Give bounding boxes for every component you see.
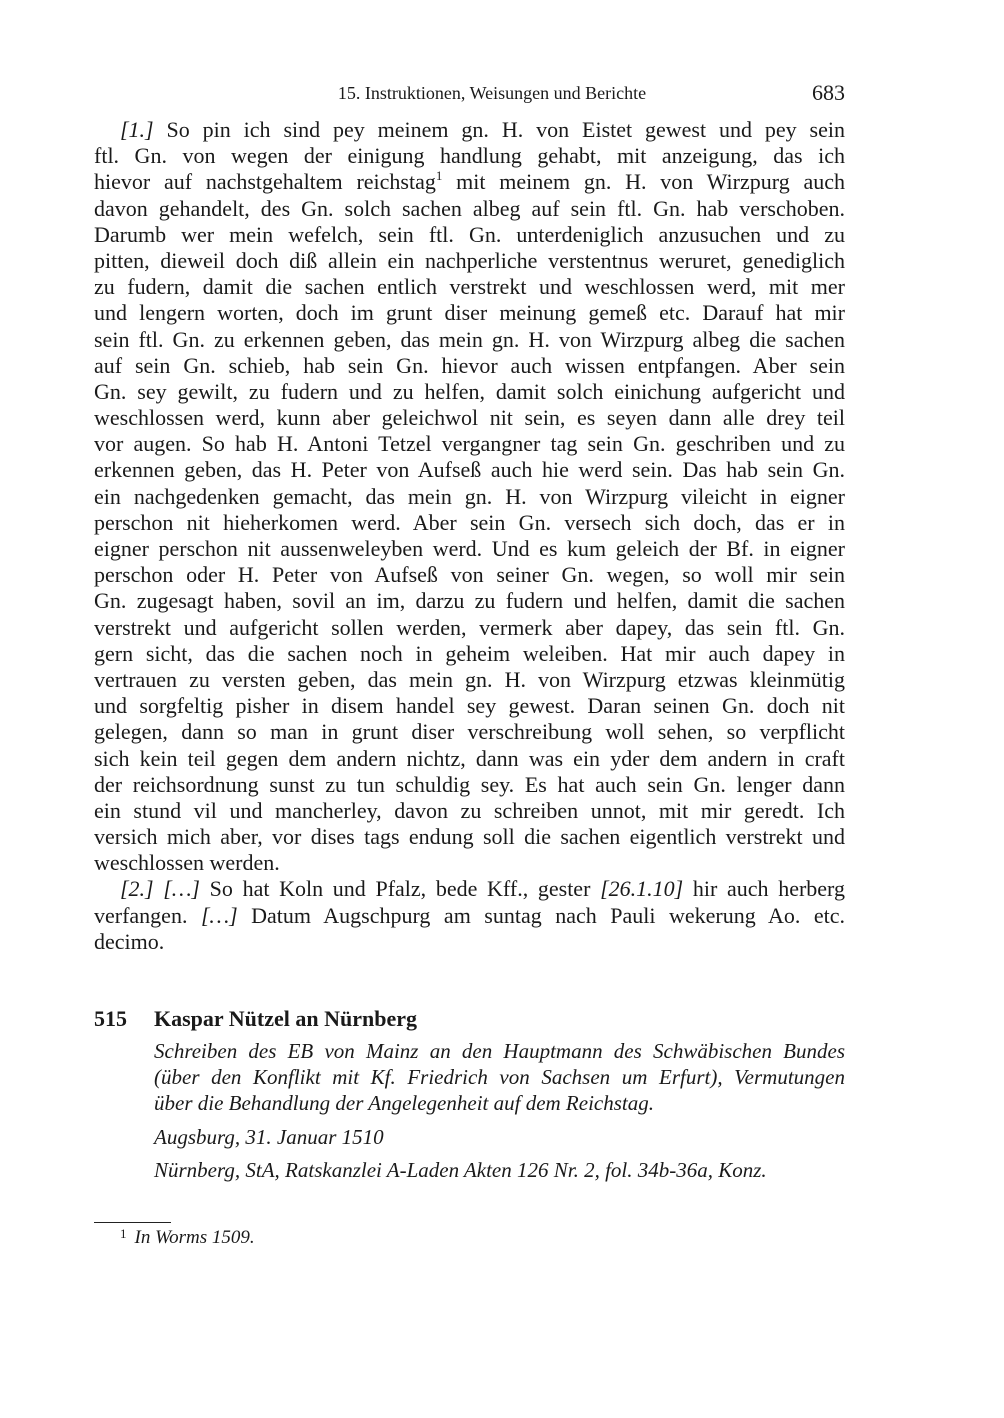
text-line xyxy=(94,798,845,824)
document-body xyxy=(94,117,845,955)
text-segment: So pin ich sind pey meinem gn. H. von Eistet gewest und pey sein xyxy=(153,117,845,142)
text-segment: ein stund vil und mancherley, davon zu schreiben unnot, mit mir geredt. Ich xyxy=(94,797,845,823)
text-segment: perschon oder H. Peter von Aufseß von seiner Gn. wegen, so woll mir sein xyxy=(94,562,845,588)
summary-line: über die Behandlung der Angelegenheit auf dem Reichstag. xyxy=(154,1091,654,1116)
text-line xyxy=(94,353,845,379)
text-line xyxy=(94,379,845,405)
footnote-rule xyxy=(94,1222,171,1223)
footnote-reference[interactable]: 1 xyxy=(435,168,443,184)
entry-place-date: Augsburg, 31. Januar 1510 xyxy=(154,1125,384,1149)
text-segment: vertrauen zu versten geben, das mein gn. H. von Wirzpurg etzwas kleinmütig xyxy=(94,666,845,692)
text-segment: pitten, dieweil doch diß allein ein nachperliche verstentnus weruret, genediglich xyxy=(94,247,845,273)
text-segment: weschlossen werden. xyxy=(94,850,280,876)
text-line xyxy=(94,615,845,641)
text-line xyxy=(94,222,845,248)
text-segment: [2.] […] xyxy=(120,876,200,902)
text-line xyxy=(94,196,845,222)
text-segment: vor augen. So hab H. Antoni Tetzel vergangner tag sein Gn. geschriben und zu xyxy=(94,431,845,457)
text-segment: Darumb wer mein wefelch, sein ftl. Gn. unterdeniglich anzusuchen und zu xyxy=(94,221,845,247)
text-line xyxy=(94,143,845,169)
text-segment: davon gehandelt, des Gn. solch sachen albeg auf sein ftl. Gn. hab verschoben. xyxy=(94,195,845,221)
running-head xyxy=(94,80,845,106)
text-segment: auf sein Gn. schieb, hab sein Gn. hievor auch wissen entpfangen. Aber sein xyxy=(94,352,845,378)
text-line xyxy=(94,274,845,300)
text-line xyxy=(94,431,845,457)
summary-line: Schreiben des EB von Mainz an den Hauptmann des Schwäbischen Bundes xyxy=(154,1039,845,1063)
text-segment: ftl. Gn. von wegen der einigung handlung gehabt, mit anzeigung, das ich xyxy=(94,143,845,169)
text-line xyxy=(94,746,845,772)
text-segment: perschon nit hieherkomen werd. Aber sein Gn. versech sich doch, das er in xyxy=(94,509,845,535)
text-segment: der reichsordnung sunst zu tun schuldig sey. Es hat auch sein Gn. lenger dann xyxy=(94,771,845,797)
text-line xyxy=(94,510,845,536)
text-segment: weschlossen werd, kunn aber geleichwol nit sein, es seyen dann alle drey teil xyxy=(94,405,845,431)
text-line xyxy=(94,876,845,902)
text-line xyxy=(94,903,845,929)
footnote-text: In Worms 1509. xyxy=(134,1227,255,1248)
entry-summary xyxy=(154,1038,845,1117)
text-line xyxy=(94,693,845,719)
entry-title: Kaspar Nützel an Nürnberg xyxy=(154,1006,417,1031)
text-segment: verstrekt und aufgericht sollen werden, vermerk aber dapey, das sein ftl. Gn. xyxy=(94,614,845,640)
text-line xyxy=(94,562,845,588)
footnote xyxy=(120,1227,255,1249)
text-segment: verfangen. xyxy=(94,902,201,928)
text-segment: gern sicht, das die sachen noch in geheim weleiben. Hat mir auch dapey in xyxy=(94,640,845,666)
running-title: 15. Instruktionen, Weisungen und Berichte xyxy=(337,83,647,103)
text-line xyxy=(94,641,845,667)
text-segment: So hat Koln und Pfalz, bede Kff., gester xyxy=(199,876,601,902)
text-line xyxy=(94,772,845,798)
text-line xyxy=(94,405,845,431)
text-segment: Gn. zugesagt haben, sovil an im, darzu zu fudern und helfen, damit die sachen xyxy=(94,588,845,614)
text-segment: sich kein teil gegen dem andern nichtz, dann was ein yder dem andern in craft xyxy=(94,745,845,771)
text-segment: Datum Augschpurg am suntag nach Pauli wekerung Ao. etc. xyxy=(237,902,846,928)
text-segment: hir auch herberg xyxy=(683,876,845,902)
text-line xyxy=(94,457,845,483)
text-line xyxy=(94,300,845,326)
entry-heading xyxy=(94,1006,417,1032)
text-segment: [26.1.10] xyxy=(600,876,684,902)
text-line xyxy=(94,824,845,850)
text-line xyxy=(94,588,845,614)
text-line xyxy=(94,169,845,195)
summary-line: (über den Konflikt mit Kf. Friedrich von Sachsen um Erfurt), Vermutungen xyxy=(154,1065,845,1090)
text-line xyxy=(94,929,845,955)
text-line xyxy=(94,248,845,274)
text-line xyxy=(94,536,845,562)
page-number: 683 xyxy=(812,80,845,105)
text-segment: hievor auf nachstgehaltem reichstag xyxy=(94,169,436,195)
text-line xyxy=(94,117,845,143)
text-segment: erkennen geben, das H. Peter von Aufseß auch hie werd sein. Das hab sein Gn. xyxy=(94,457,845,483)
text-segment: eigner perschon nit aussenweleyben werd. Und es kum geleich der Bf. in eigner xyxy=(94,536,845,561)
text-segment: sein ftl. Gn. zu erkennen geben, das mein gn. H. von Wirzpurg albeg die sachen xyxy=(94,326,845,352)
text-segment: und lengern worten, doch im grunt diser meinung gemeß etc. Darauf hat mir xyxy=(94,300,845,326)
text-segment: [1.] xyxy=(120,117,154,142)
footnote-marker: 1 xyxy=(120,1226,127,1241)
entry-number: 515 xyxy=(94,1006,127,1031)
text-segment: Gn. sey gewilt, zu fudern und zu helfen, damit solch einichung aufgericht und xyxy=(94,378,845,404)
text-line xyxy=(94,484,845,510)
text-segment: und sorgfeltig pisher in disem handel sey gewest. Daran seinen Gn. doch nit xyxy=(94,693,845,719)
text-segment: decimo. xyxy=(94,928,165,954)
text-line xyxy=(94,667,845,693)
text-line xyxy=(94,850,845,876)
entry-source: Nürnberg, StA, Ratskanzlei A-Laden Akten 126 Nr. 2, fol. 34b-36a, Konz. xyxy=(154,1158,767,1182)
text-segment: gelegen, dann so man in grunt diser verschreibung woll sehen, so verpflicht xyxy=(94,719,845,745)
text-line xyxy=(94,327,845,353)
text-segment: zu fudern, damit die sachen entlich verstrekt und weschlossen werd, mit mer xyxy=(94,274,845,300)
text-segment: […] xyxy=(200,902,238,928)
text-segment: mit meinem gn. H. von Wirzpurg auch xyxy=(442,169,845,195)
text-line xyxy=(94,719,845,745)
text-segment: ein nachgedenken gemacht, das mein gn. H. von Wirzpurg vileicht in eigner xyxy=(94,483,845,509)
text-segment: versich mich aber, vor dises tags endung soll die sachen eigentlich verstrekt und xyxy=(94,824,845,850)
